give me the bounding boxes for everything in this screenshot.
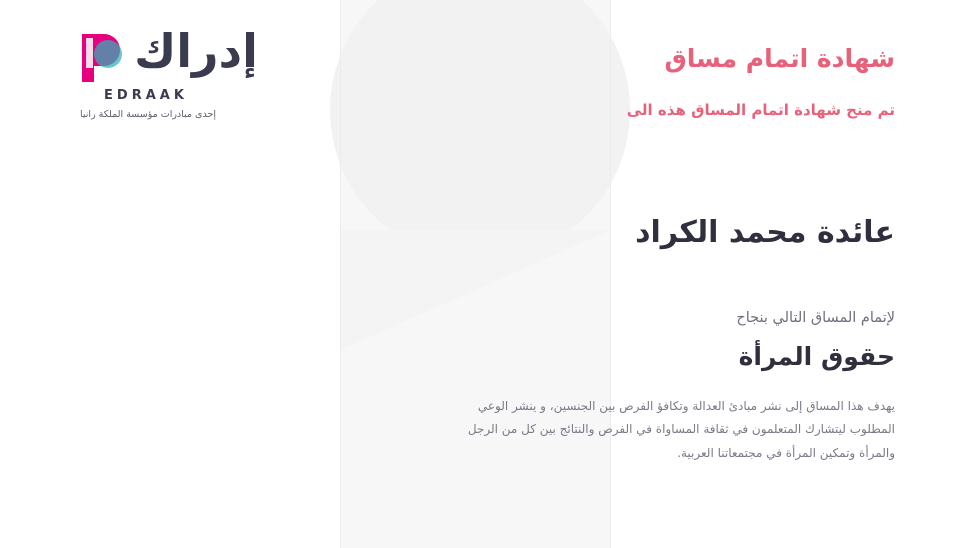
certificate-subtitle: تم منح شهادة اتمام المساق هذه الى [626, 101, 895, 119]
course-description: يهدف هذا المساق إلى نشر مبادئ العدالة وتكافؤ الفرص بين الجنسين، و ينشر الوعي المطلوب ليتشارك المتعلمون في ثقافة المساواة في الفرص والنتائج بين كل من الرجل والمرأة وتمكين المرأة في مجتمعاتنا العربية. [467, 399, 895, 460]
decorative-divider-left [340, 0, 341, 548]
logo-tagline: إحدى مبادرات مؤسسة الملكة رانيا [80, 109, 216, 120]
logo-row [18, 24, 318, 82]
course-name: حقوق المرأة [738, 342, 895, 371]
edraak-logo-mark-icon [78, 30, 124, 82]
certificate-title: شهادة اتمام مساق [664, 44, 895, 73]
recipient-name: عائدة محمد الكراد [635, 215, 895, 250]
edraak-logo [18, 24, 318, 120]
logo-arabic-wordmark: إدراك [134, 24, 258, 78]
certificate-content [373, 0, 973, 548]
logo-latin-wordmark: EDRAAK [104, 88, 188, 103]
completion-line: لإتمام المساق التالي بنجاح [736, 310, 895, 326]
